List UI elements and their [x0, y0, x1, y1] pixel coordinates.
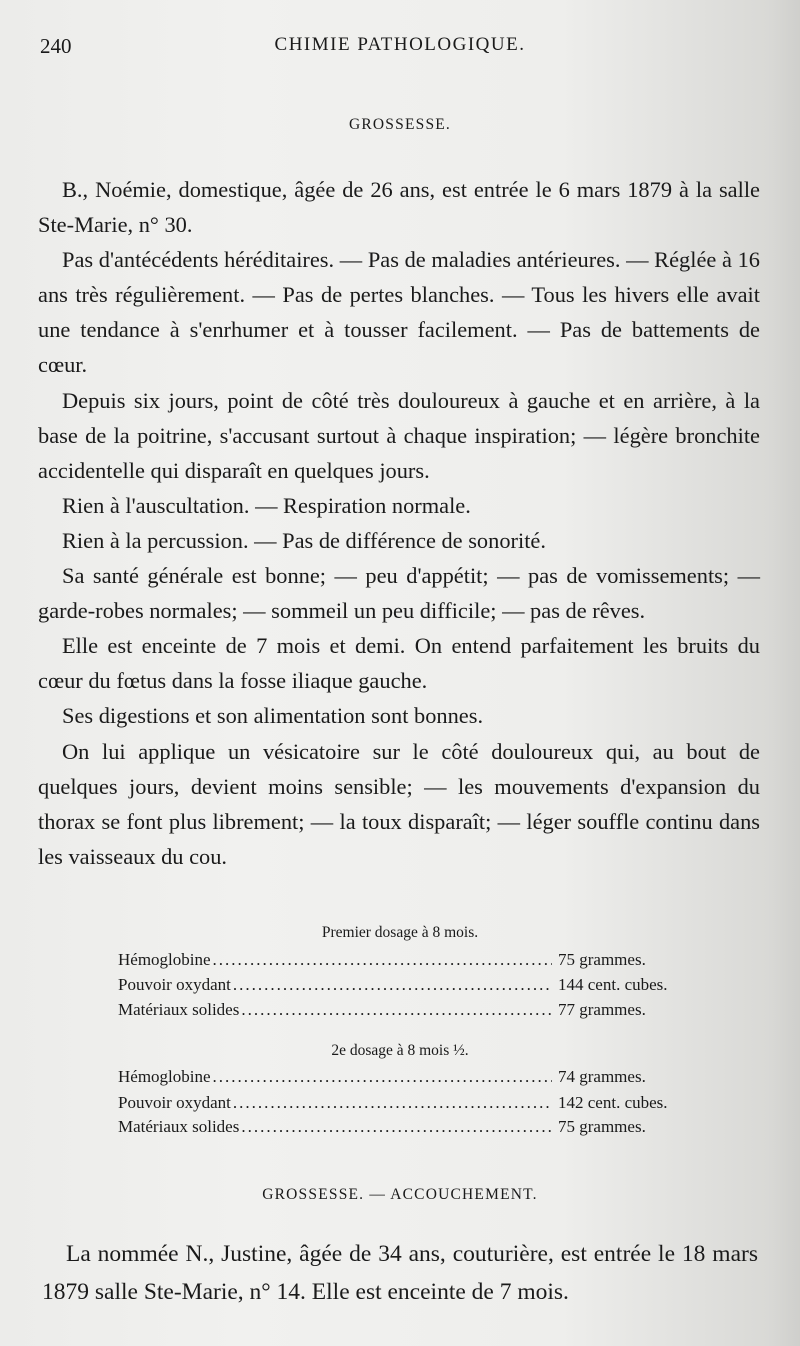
dosage-label: Hémoglobine	[118, 950, 211, 969]
dosage2-row-pouvoir-oxydant	[118, 1093, 708, 1117]
paragraph-pregnancy: Elle est enceinte de 7 mois et demi. On entend parfaitement les bruits du cœur du fœtus dans la fosse iliaque gauche.	[38, 633, 760, 694]
dot-leader	[233, 1093, 552, 1113]
dot-leader	[241, 1117, 552, 1137]
dosage-label: Pouvoir oxydant	[118, 975, 231, 994]
dosage1-row-hemoglobine	[118, 950, 708, 974]
page-number: 240	[40, 34, 72, 58]
dosage-label: Matériaux solides	[118, 1117, 240, 1136]
dosage1-row-pouvoir-oxydant	[118, 975, 708, 999]
running-title: CHIMIE PATHOLOGIQUE.	[274, 34, 526, 55]
dosage2-row-hemoglobine	[118, 1067, 708, 1091]
dosage1-row-materiaux-solides	[118, 1000, 708, 1024]
paragraph-treatment: On lui applique un vésicatoire sur le côté douloureux qui, au bout de quelques jours, devient moins sensible; — les mouvements d'expansion du thorax se font plus librement; — la toux disparaît; — léger souffle continu dans les vaisseaux du cou.	[38, 738, 760, 869]
dosage-label: Pouvoir oxydant	[118, 1093, 231, 1112]
paragraph-symptoms: Depuis six jours, point de côté très douloureux à gauche et en arrière, à la base de la poitrine, s'accusant surtout à chaque inspiration; — légère bronchite accidentelle qui disparaît en quelques jours.	[38, 387, 760, 483]
dot-leader	[213, 950, 552, 970]
section-heading-grossesse: GROSSESSE.	[348, 116, 452, 133]
dosage-value: 142 cent. cubes.	[558, 1093, 668, 1112]
case2-body-text	[42, 1235, 758, 1311]
paragraph-digestion: Ses digestions et son alimentation sont bonnes.	[62, 703, 484, 729]
case-body-text	[38, 172, 760, 874]
paragraph-auscultation: Rien à l'auscultation. — Respiration normale.	[62, 492, 471, 518]
dosage2-row-materiaux-solides	[118, 1117, 708, 1141]
section-heading-accouchement: GROSSESSE. — ACCOUCHEMENT.	[262, 1186, 538, 1203]
dosage-label: Matériaux solides	[118, 1000, 240, 1019]
dosage-value: 77 grammes.	[558, 1000, 646, 1019]
dosage-value: 144 cent. cubes.	[558, 975, 668, 994]
paragraph-general-health: Sa santé générale est bonne; — peu d'appétit; — pas de vomissements; — garde-robes normales; — sommeil un peu difficile; — pas de rêves.	[38, 563, 760, 624]
dosage2-caption: 2e dosage à 8 mois ½.	[331, 1042, 469, 1059]
dot-leader	[213, 1067, 552, 1087]
paragraph-percussion: Rien à la percussion. — Pas de différence de sonorité.	[62, 527, 546, 553]
dosage-value: 74 grammes.	[558, 1067, 646, 1086]
paragraph-antecedents: Pas d'antécédents héréditaires. — Pas de maladies antérieures. — Réglée à 16 ans très régulièrement. — Pas de pertes blanches. — Tous les hivers elle avait une tendance à s'enrhumer et à tousser facilement. — Pas de battements de cœur.	[38, 247, 760, 378]
dosage1-caption: Premier dosage à 8 mois.	[321, 924, 479, 941]
dot-leader	[241, 1000, 552, 1020]
dosage-label: Hémoglobine	[118, 1067, 211, 1086]
dosage-value: 75 grammes.	[558, 1117, 646, 1136]
dot-leader	[233, 975, 552, 995]
paragraph-patient-intro: B., Noémie, domestique, âgée de 26 ans, est entrée le 6 mars 1879 à la salle Ste-Marie, n° 30.	[38, 177, 760, 238]
running-head	[40, 34, 760, 64]
dosage-value: 75 grammes.	[558, 950, 646, 969]
paragraph-case2-intro: La nommée N., Justine, âgée de 34 ans, couturière, est entrée le 18 mars 1879 salle Ste-Marie, n° 14. Elle est enceinte de 7 mois.	[42, 1241, 758, 1305]
